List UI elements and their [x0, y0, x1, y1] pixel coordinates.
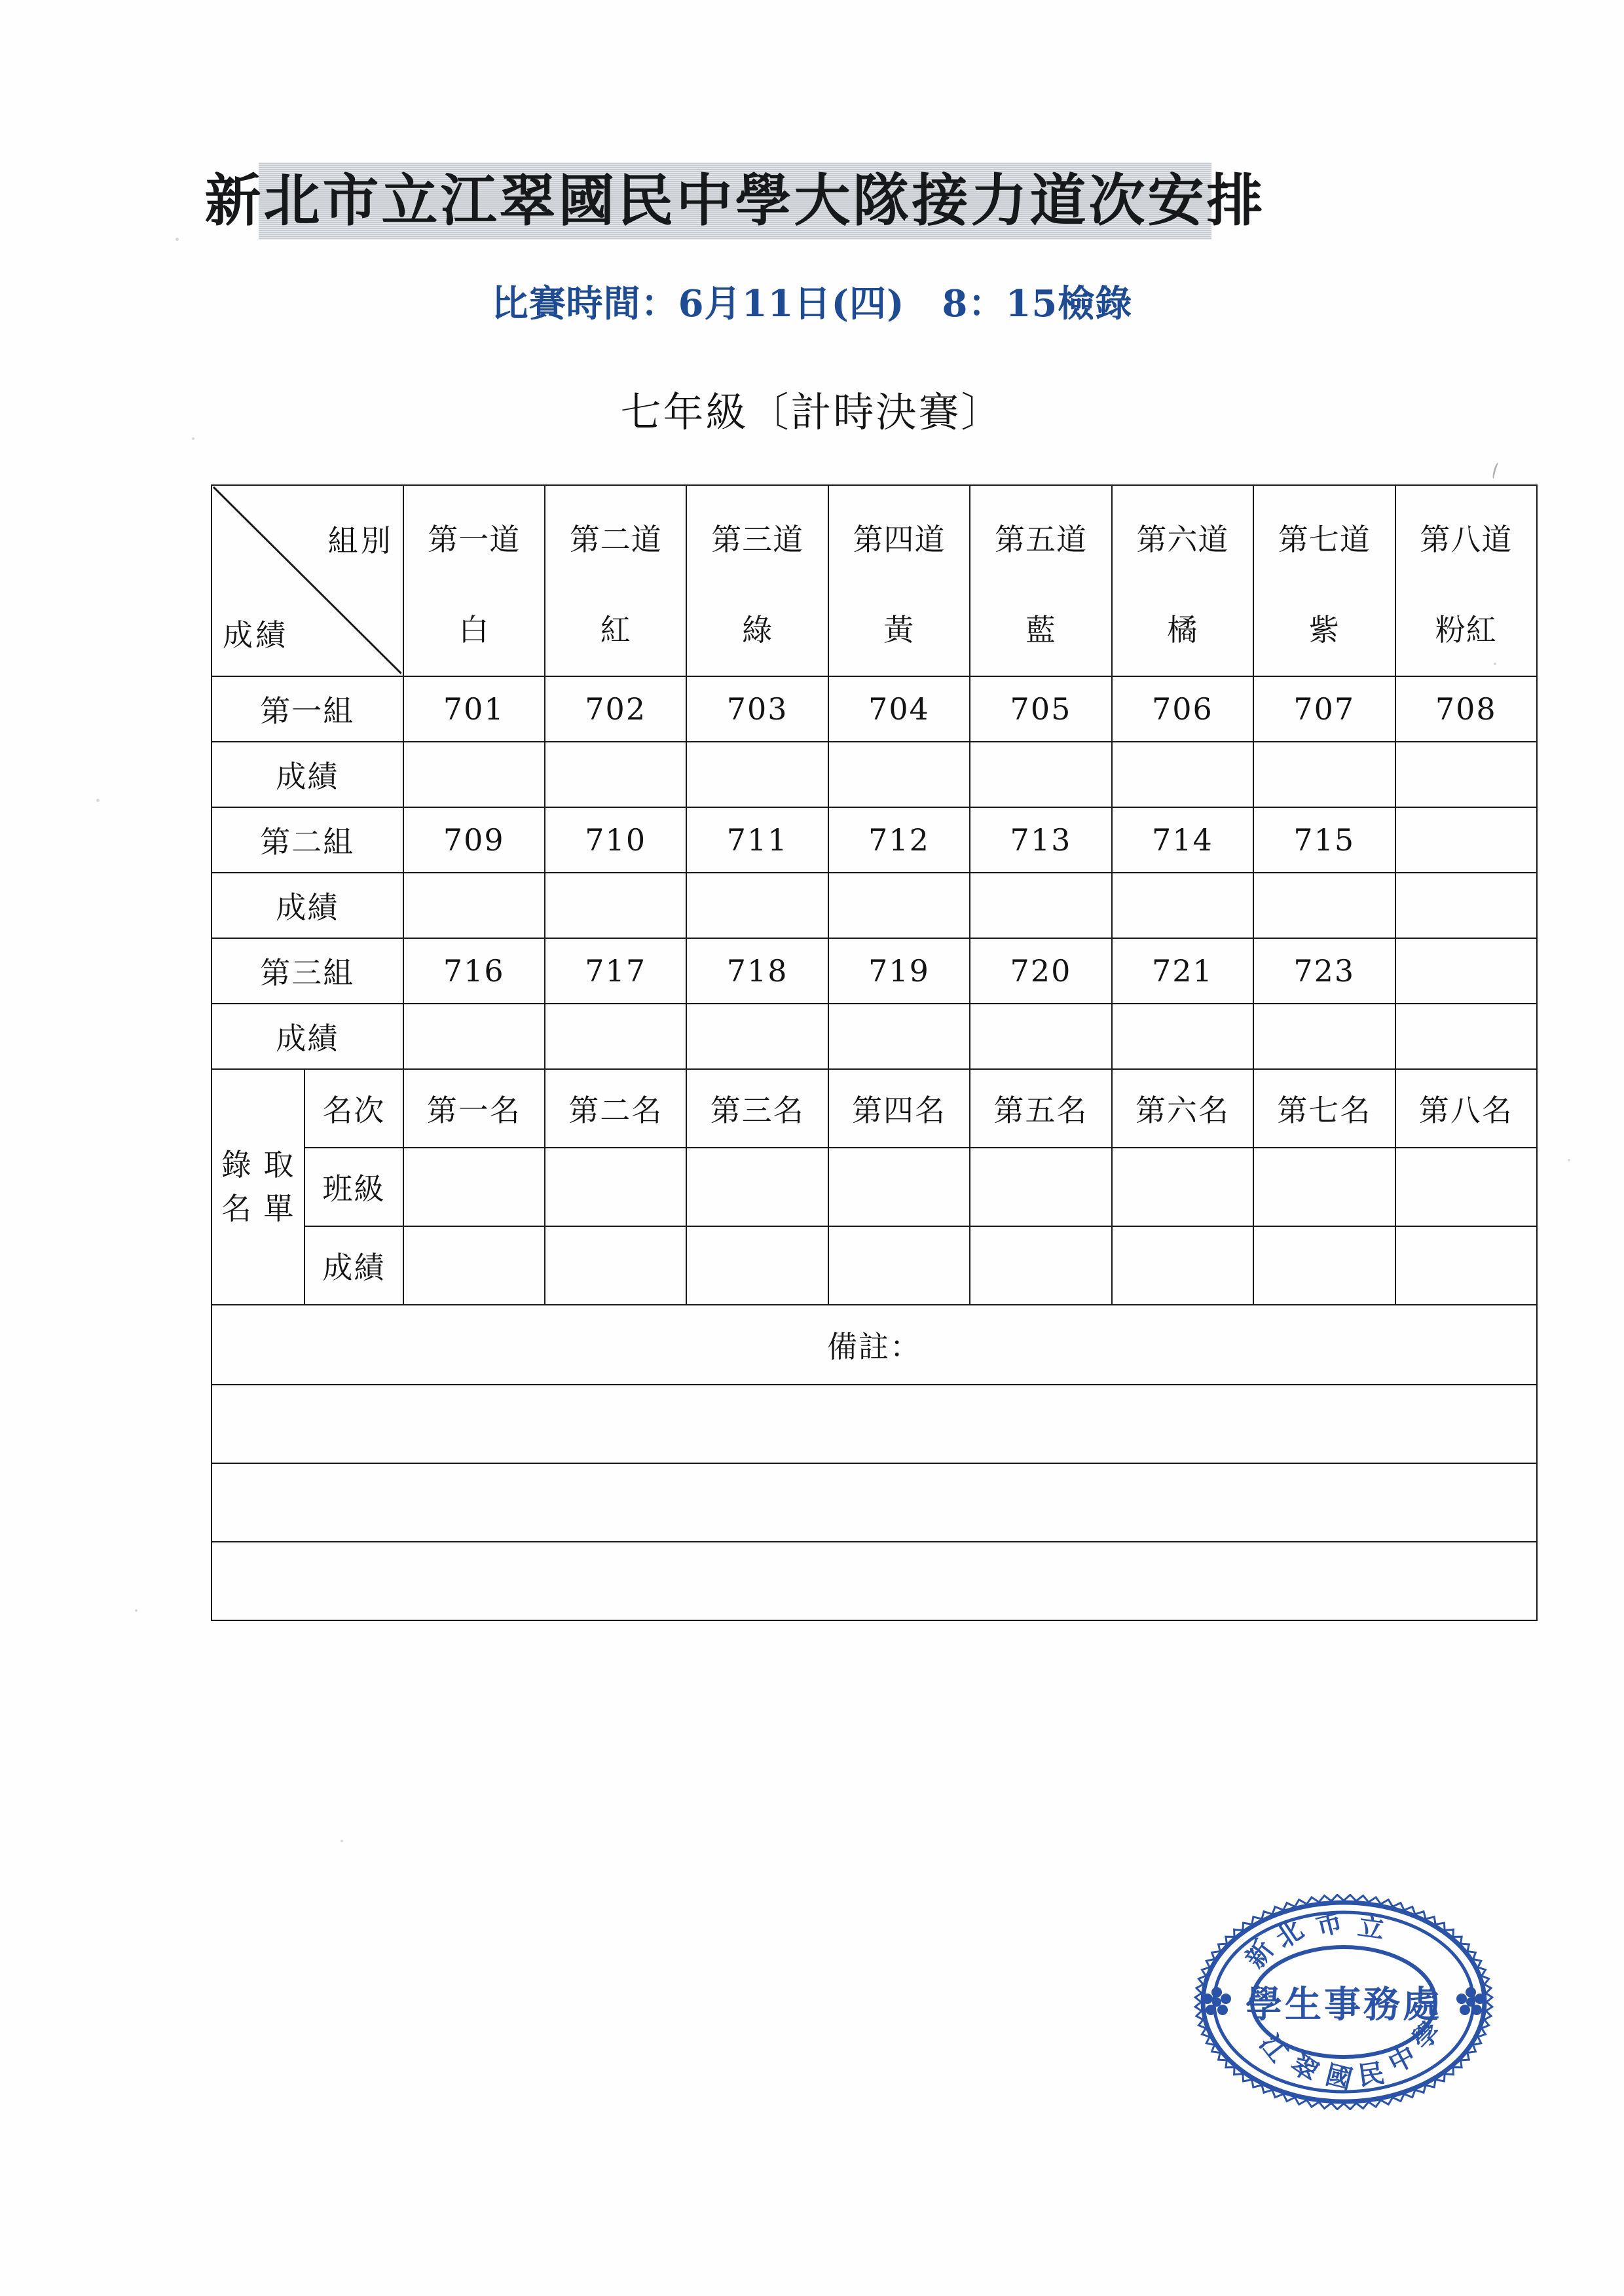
roster-rank-cell: 第六名: [1112, 1069, 1253, 1148]
class-number-cell[interactable]: 709: [403, 807, 545, 873]
lane-color-label: 橘: [1167, 612, 1198, 647]
lane-color-label: 白: [458, 612, 490, 647]
score-entry-cell[interactable]: [545, 742, 686, 807]
remark-row: [212, 1305, 1537, 1385]
lane-header-8: [1395, 485, 1537, 676]
roster-score-cell[interactable]: [686, 1226, 828, 1305]
score-entry-cell[interactable]: [1253, 742, 1395, 807]
lane-number-label: 第三道: [711, 522, 804, 557]
roster-rank-cell: 第一名: [403, 1069, 545, 1148]
roster-class-cell[interactable]: [1112, 1148, 1253, 1226]
class-number-cell[interactable]: 719: [828, 938, 970, 1004]
group-row: [212, 807, 1537, 873]
roster-score-cell[interactable]: [403, 1226, 545, 1305]
lane-number-label: 第八道: [1420, 522, 1513, 557]
roster-rank-cell: 第七名: [1253, 1069, 1395, 1148]
roster-class-cell[interactable]: [1253, 1148, 1395, 1226]
group-label: 第一組: [212, 676, 403, 742]
score-entry-cell[interactable]: [686, 1004, 828, 1069]
group-score-row: [212, 742, 1537, 807]
scan-speckle: [341, 1840, 343, 1842]
lane-assignment-table-wrapper: [211, 484, 1538, 1621]
lane-number-label: 第二道: [569, 522, 662, 557]
svg-text:民: 民: [1356, 2057, 1387, 2092]
roster-class-cell[interactable]: [970, 1148, 1111, 1226]
roster-section-label: [212, 1069, 304, 1305]
svg-text:學: 學: [1406, 2015, 1447, 2056]
roster-rank-label: 名次: [304, 1069, 403, 1148]
scan-speckle: [175, 238, 179, 241]
score-entry-cell[interactable]: [686, 873, 828, 938]
score-entry-cell[interactable]: [1395, 873, 1537, 938]
remark-blank-cell[interactable]: [212, 1542, 1537, 1620]
official-seal-stamp: [1190, 1894, 1497, 2110]
roster-score-cell[interactable]: [1253, 1226, 1395, 1305]
corner-diagonal-cell: [212, 485, 403, 676]
roster-score-cell[interactable]: [970, 1226, 1111, 1305]
scan-speckle: [135, 1609, 138, 1612]
lane-color-label: 綠: [742, 612, 773, 647]
lane-assignment-table: [211, 484, 1538, 1621]
class-number-cell[interactable]: 717: [545, 938, 686, 1004]
svg-text:北: 北: [1270, 1914, 1309, 1955]
remark-blank-row: [212, 1542, 1537, 1620]
group-label: 第三組: [212, 938, 403, 1004]
lane-header-2: [545, 485, 686, 676]
class-number-cell[interactable]: 712: [828, 807, 970, 873]
roster-score-row: [212, 1226, 1537, 1305]
lane-number-label: 第一道: [428, 522, 521, 557]
score-entry-cell[interactable]: [686, 742, 828, 807]
svg-text:市: 市: [1313, 1906, 1346, 1942]
corner-score-label: 成績: [223, 617, 288, 653]
remark-label-cell[interactable]: 備註：: [212, 1305, 1537, 1385]
score-entry-cell[interactable]: [1112, 1004, 1253, 1069]
score-row-label: 成績: [212, 742, 403, 807]
lane-header-7: [1253, 485, 1395, 676]
score-entry-cell[interactable]: [545, 873, 686, 938]
class-number-cell[interactable]: 708: [1395, 676, 1537, 742]
class-number-cell[interactable]: 706: [1112, 676, 1253, 742]
class-number-cell[interactable]: 703: [686, 676, 828, 742]
class-number-cell[interactable]: [1395, 807, 1537, 873]
remark-blank-cell[interactable]: [212, 1385, 1537, 1463]
group-label: 第二組: [212, 807, 403, 873]
class-number-cell[interactable]: 702: [545, 676, 686, 742]
roster-score-cell[interactable]: [1112, 1226, 1253, 1305]
remark-blank-row: [212, 1385, 1537, 1463]
lane-number-label: 第五道: [994, 522, 1087, 557]
event-time-subtitle: 比賽時間：6月11日(四) 8：15檢錄: [491, 282, 1133, 325]
lane-color-label: 紫: [1308, 612, 1340, 647]
lane-color-label: 紅: [600, 612, 631, 647]
score-entry-cell[interactable]: [970, 873, 1111, 938]
class-number-cell[interactable]: 721: [1112, 938, 1253, 1004]
roster-class-cell[interactable]: [545, 1148, 686, 1226]
roster-rank-cell: 第三名: [686, 1069, 828, 1148]
roster-class-cell[interactable]: [1395, 1148, 1537, 1226]
lane-header-3: [686, 485, 828, 676]
score-entry-cell[interactable]: [403, 742, 545, 807]
roster-rank-cell: 第二名: [545, 1069, 686, 1148]
lane-number-label: 第六道: [1136, 522, 1229, 557]
lane-header-1: [403, 485, 545, 676]
roster-rank-row: [212, 1069, 1537, 1148]
roster-class-label: 班級: [304, 1148, 403, 1226]
score-entry-cell[interactable]: [970, 1004, 1111, 1069]
roster-class-cell[interactable]: [686, 1148, 828, 1226]
class-number-cell[interactable]: 707: [1253, 676, 1395, 742]
lane-number-label: 第七道: [1278, 522, 1371, 557]
roster-class-row: [212, 1148, 1537, 1226]
class-number-cell[interactable]: 711: [686, 807, 828, 873]
svg-text:翠: 翠: [1285, 2048, 1324, 2088]
roster-rank-cell: 第五名: [970, 1069, 1111, 1148]
roster-label-line1: 錄 取: [221, 1147, 295, 1183]
class-number-cell[interactable]: 704: [828, 676, 970, 742]
score-entry-cell[interactable]: [403, 1004, 545, 1069]
group-score-row: [212, 873, 1537, 938]
class-number-cell[interactable]: 705: [970, 676, 1111, 742]
score-entry-cell[interactable]: [1253, 873, 1395, 938]
roster-score-cell[interactable]: [828, 1226, 970, 1305]
class-number-cell[interactable]: 714: [1112, 807, 1253, 873]
class-number-cell[interactable]: 716: [403, 938, 545, 1004]
class-number-cell[interactable]: 718: [686, 938, 828, 1004]
svg-text:國: 國: [1322, 2059, 1356, 2096]
lane-color-label: 粉紅: [1435, 612, 1497, 647]
roster-score-cell[interactable]: [545, 1226, 686, 1305]
class-number-cell[interactable]: 723: [1253, 938, 1395, 1004]
grade-and-round-label: 七年級〔計時決賽〕: [620, 388, 1004, 436]
lane-header-6: [1112, 485, 1253, 676]
score-entry-cell[interactable]: [1395, 1004, 1537, 1069]
class-number-cell[interactable]: 715: [1253, 807, 1395, 873]
lane-header-4: [828, 485, 970, 676]
score-row-label: 成績: [212, 873, 403, 938]
class-number-cell[interactable]: 713: [970, 807, 1111, 873]
score-entry-cell[interactable]: [828, 1004, 970, 1069]
svg-text:學生事務處: 學生事務處: [1246, 1983, 1442, 2026]
lane-color-label: 藍: [1025, 612, 1056, 647]
class-number-cell[interactable]: 701: [403, 676, 545, 742]
class-number-cell[interactable]: [1395, 938, 1537, 1004]
roster-score-label: 成績: [304, 1226, 403, 1305]
score-entry-cell[interactable]: [1395, 742, 1537, 807]
score-entry-cell[interactable]: [828, 742, 970, 807]
score-entry-cell[interactable]: [1112, 873, 1253, 938]
roster-rank-cell: 第八名: [1395, 1069, 1537, 1148]
svg-text:立: 立: [1356, 1910, 1386, 1945]
roster-score-cell[interactable]: [1395, 1226, 1537, 1305]
roster-rank-cell: 第四名: [828, 1069, 970, 1148]
roster-label-line2: 名 單: [221, 1191, 295, 1226]
scan-speckle: [1568, 1159, 1570, 1161]
page-title: 新北市立江翠國民中學大隊接力道次安排: [204, 168, 1266, 234]
score-entry-cell[interactable]: [545, 1004, 686, 1069]
lane-number-label: 第四道: [853, 522, 946, 557]
class-number-cell[interactable]: 710: [545, 807, 686, 873]
pencil-mark: [1492, 462, 1501, 480]
lane-header-5: [970, 485, 1111, 676]
group-row: [212, 938, 1537, 1004]
roster-class-cell[interactable]: [403, 1148, 545, 1226]
score-entry-cell[interactable]: [970, 742, 1111, 807]
score-entry-cell[interactable]: [1253, 1004, 1395, 1069]
score-entry-cell[interactable]: [403, 873, 545, 938]
remark-blank-cell[interactable]: [212, 1463, 1537, 1542]
score-entry-cell[interactable]: [828, 873, 970, 938]
svg-text:江: 江: [1253, 2028, 1294, 2068]
svg-text:中: 中: [1383, 2039, 1422, 2079]
remark-blank-row: [212, 1463, 1537, 1542]
svg-text:新: 新: [1239, 1934, 1280, 1975]
group-score-row: [212, 1004, 1537, 1069]
group-row: [212, 676, 1537, 742]
score-entry-cell[interactable]: [1112, 742, 1253, 807]
table-header-row: [212, 485, 1537, 676]
class-number-cell[interactable]: 720: [970, 938, 1111, 1004]
scan-speckle: [96, 799, 100, 802]
score-row-label: 成績: [212, 1004, 403, 1069]
roster-class-cell[interactable]: [828, 1148, 970, 1226]
corner-group-label: 組別: [327, 523, 394, 558]
lane-color-label: 黃: [883, 612, 915, 647]
document-title-band: [204, 162, 1266, 240]
